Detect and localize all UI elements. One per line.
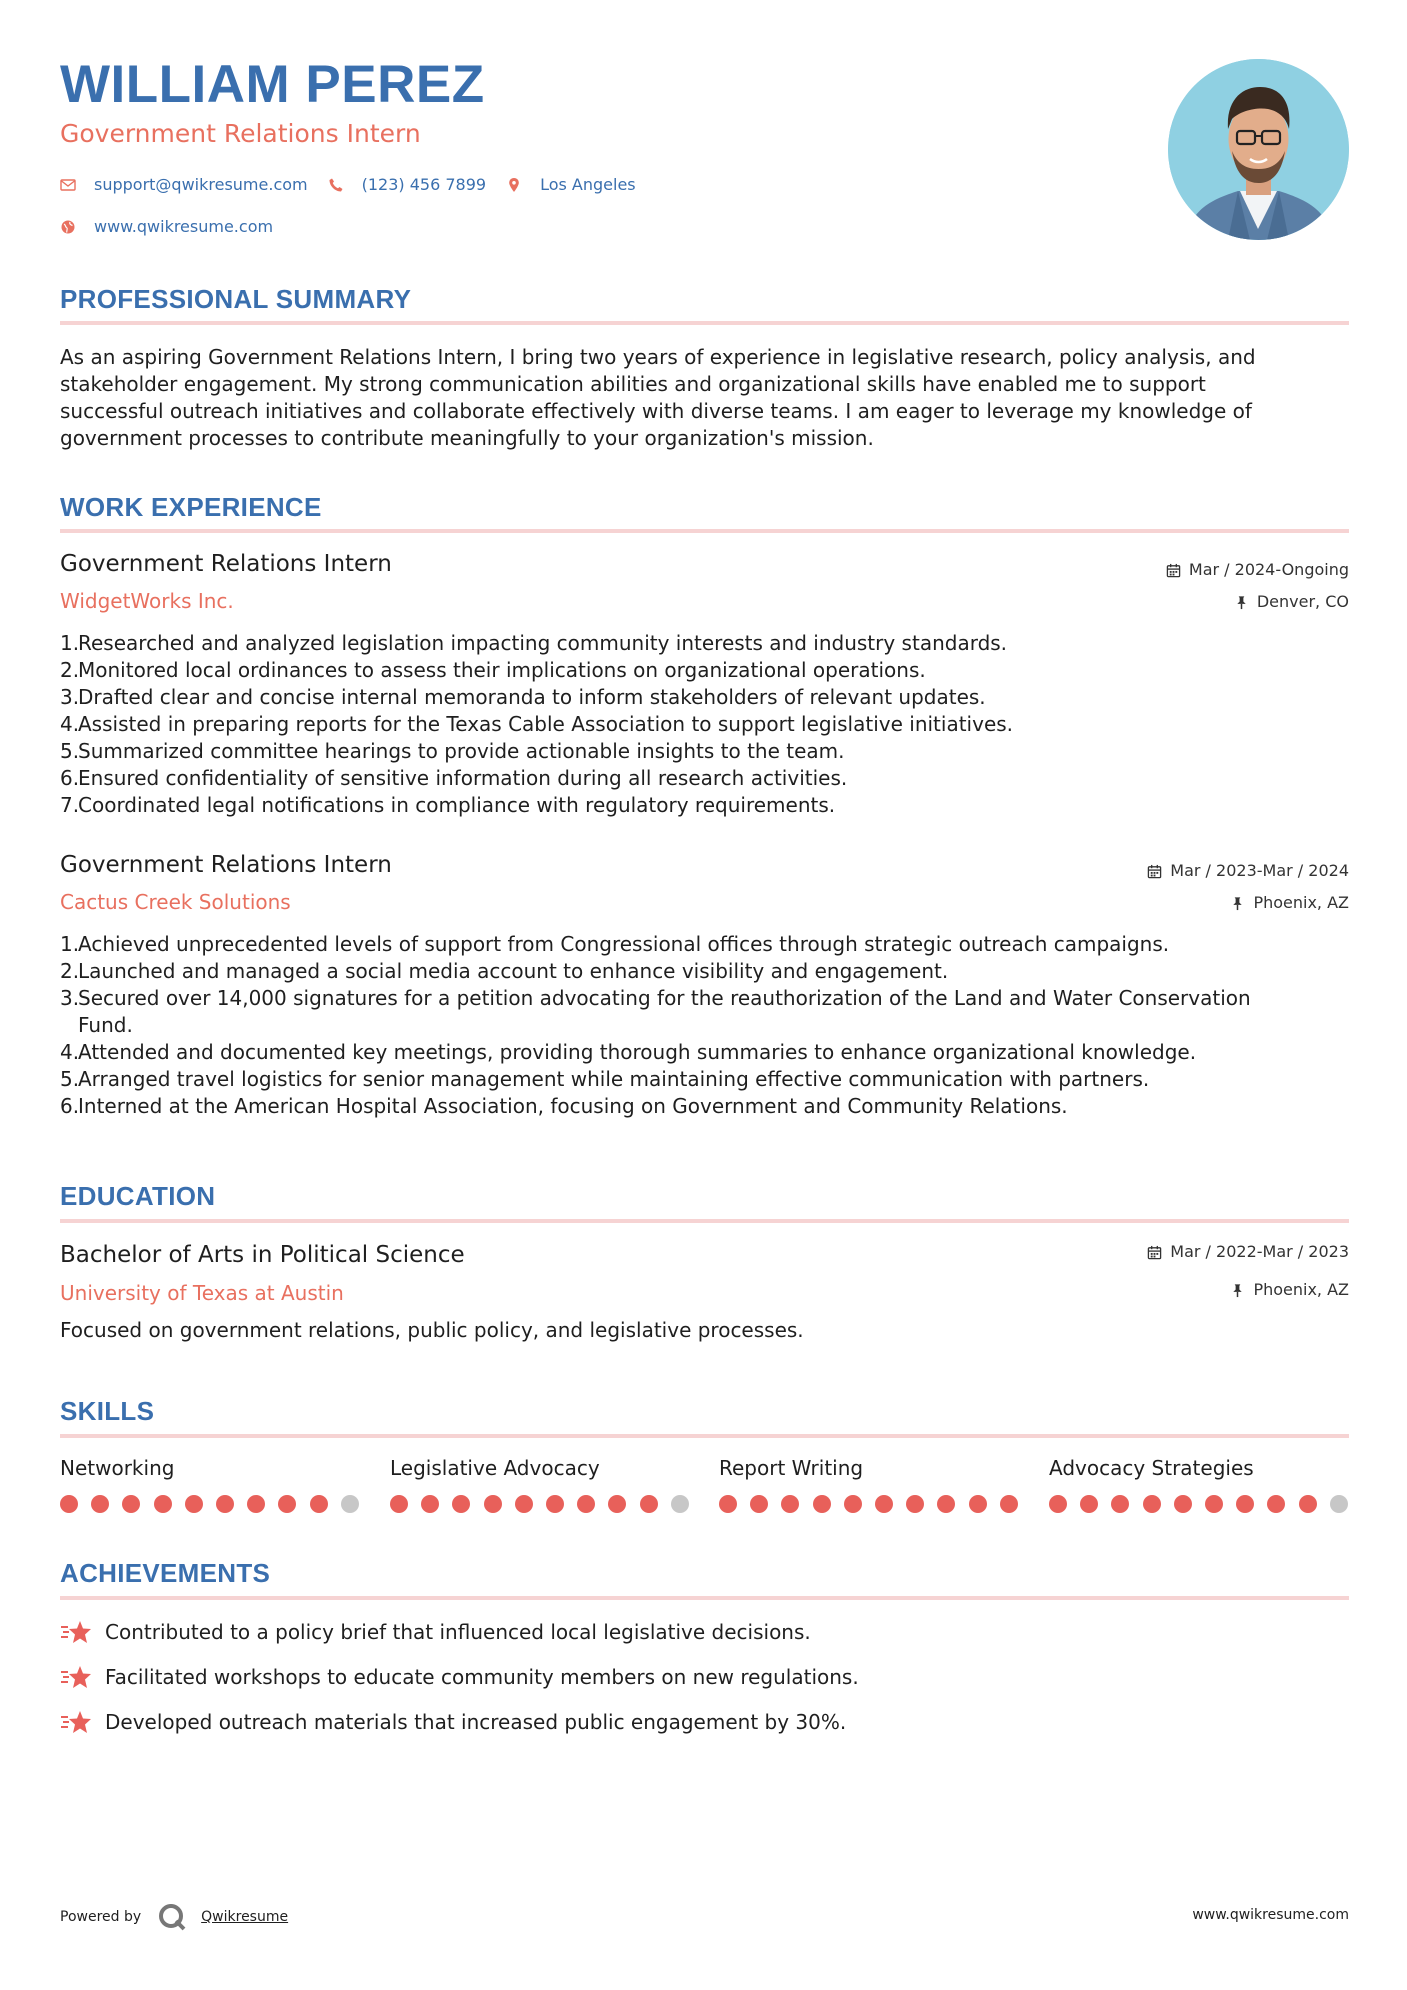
phone-item[interactable] <box>328 175 486 194</box>
rating-dot-filled <box>875 1495 893 1513</box>
education-location-text: Phoenix, AZ <box>1253 1280 1349 1299</box>
powered-by-text: Powered by <box>60 1909 142 1925</box>
summary-text <box>60 344 1350 452</box>
list-item: 3. Drafted clear and concise internal memoranda to inform stakeholders of relevant updates. <box>60 685 986 709</box>
achievement-item <box>60 1664 859 1690</box>
rating-dot-filled <box>216 1495 234 1513</box>
company-name: WidgetWorks Inc. <box>60 589 234 613</box>
envelope-icon <box>60 177 76 193</box>
education-dates-text: Mar / 2022-Mar / 2023 <box>1170 1242 1349 1261</box>
achievement-item <box>60 1709 846 1735</box>
rating-dot-filled <box>546 1495 564 1513</box>
qwikresume-logo-icon <box>157 1902 187 1932</box>
rating-dot-filled <box>310 1495 328 1513</box>
phone-text[interactable]: (123) 456 7899 <box>361 175 487 194</box>
achievement-text: Contributed to a policy brief that influenced local legislative decisions. <box>105 1620 811 1644</box>
skill-item <box>390 1458 690 1478</box>
calendar-icon <box>1147 1245 1162 1260</box>
rating-dot-filled <box>969 1495 987 1513</box>
job-dates-text: Mar / 2023-Mar / 2024 <box>1170 861 1349 880</box>
website-text[interactable]: www.qwikresume.com <box>94 217 274 236</box>
section-title-achievements: ACHIEVEMENTS <box>60 1558 271 1588</box>
list-item: 7. Coordinated legal notifications in compliance with regulatory requirements. <box>60 793 836 817</box>
rating-dot-empty <box>671 1495 689 1513</box>
section-divider <box>60 1434 1349 1438</box>
rating-dot-empty <box>341 1495 359 1513</box>
job-title: Government Relations Intern <box>60 852 392 878</box>
rating-dot-filled <box>1267 1495 1285 1513</box>
candidate-title: Government Relations Intern <box>60 119 421 148</box>
skill-rating <box>390 1495 702 1513</box>
rating-dot-filled <box>844 1495 862 1513</box>
rating-dot-filled <box>1143 1495 1161 1513</box>
rating-dot-filled <box>122 1495 140 1513</box>
achievement-item <box>60 1619 811 1645</box>
location-text: Los Angeles <box>540 175 636 194</box>
website-item[interactable] <box>60 217 273 236</box>
brand-link[interactable]: Qwikresume <box>201 1909 289 1925</box>
list-item: 4. Assisted in preparing reports for the Texas Cable Association to support legislative initiatives. <box>60 712 1014 736</box>
section-divider <box>60 1596 1349 1600</box>
list-item: 6. Ensured confidentiality of sensitive information during all research activities. <box>60 766 848 790</box>
rating-dot-filled <box>1205 1495 1223 1513</box>
achievement-text: Developed outreach materials that increased public engagement by 30%. <box>105 1710 847 1734</box>
rating-dot-filled <box>154 1495 172 1513</box>
rating-dot-filled <box>185 1495 203 1513</box>
website-row <box>60 217 293 236</box>
profile-photo <box>1168 59 1349 240</box>
section-title-skills: SKILLS <box>60 1396 155 1426</box>
rating-dot-filled <box>719 1495 737 1513</box>
rating-dot-filled <box>750 1495 768 1513</box>
rating-dot-filled <box>1080 1495 1098 1513</box>
skill-label: Report Writing <box>719 1456 864 1480</box>
avatar <box>1168 59 1349 240</box>
rating-dot-filled <box>1299 1495 1317 1513</box>
skill-rating <box>60 1495 372 1513</box>
rating-dot-filled <box>278 1495 296 1513</box>
list-item: 1. Achieved unprecedented levels of support from Congressional offices through strategic outreach campaigns. <box>60 932 1170 956</box>
calendar-icon <box>1166 563 1181 578</box>
list-item: 5. Summarized committee hearings to provide actionable insights to the team. <box>60 739 845 763</box>
school-name: University of Texas at Austin <box>60 1281 344 1305</box>
pushpin-icon <box>1234 595 1249 610</box>
skill-rating <box>719 1495 1031 1513</box>
rating-dot-filled <box>247 1495 265 1513</box>
summary-line: government processes to contribute meaningfully to your organization's mission. <box>60 426 874 450</box>
phone-icon <box>328 177 344 193</box>
job-dates-text: Mar / 2024-Ongoing <box>1188 560 1349 579</box>
section-title-experience: WORK EXPERIENCE <box>60 492 322 522</box>
rating-dot-filled <box>91 1495 109 1513</box>
job-title: Government Relations Intern <box>60 551 392 577</box>
star-icon <box>60 1709 92 1735</box>
list-item: 2. Monitored local ordinances to assess their implications on organizational operations. <box>60 658 926 682</box>
skill-label: Advocacy Strategies <box>1049 1456 1254 1480</box>
summary-line: As an aspiring Government Relations Intern, I bring two years of experience in legislative research, policy analysis, and <box>60 345 1256 369</box>
rating-dot-filled <box>1049 1495 1067 1513</box>
rating-dot-filled <box>906 1495 924 1513</box>
rating-dot-filled <box>390 1495 408 1513</box>
rating-dot-filled <box>781 1495 799 1513</box>
list-item: 1. Researched and analyzed legislation impacting community interests and industry standards. <box>60 631 1008 655</box>
rating-dot-filled <box>1236 1495 1254 1513</box>
globe-icon <box>60 219 76 235</box>
rating-dot-filled <box>608 1495 626 1513</box>
rating-dot-filled <box>640 1495 658 1513</box>
job-location <box>1230 895 1349 911</box>
calendar-icon <box>1147 864 1162 879</box>
skill-rating <box>1049 1495 1361 1513</box>
rating-dot-filled <box>452 1495 470 1513</box>
list-item: 6. Interned at the American Hospital Association, focusing on Government and Community Relations. <box>60 1094 1068 1118</box>
contact-row <box>60 175 656 194</box>
rating-dot-filled <box>577 1495 595 1513</box>
job-location-text: Denver, CO <box>1256 592 1349 611</box>
degree-title: Bachelor of Arts in Political Science <box>60 1242 465 1268</box>
job-location <box>1234 594 1349 610</box>
job-dates <box>1147 863 1349 879</box>
job-location-text: Phoenix, AZ <box>1253 893 1349 912</box>
section-title-summary: PROFESSIONAL SUMMARY <box>60 284 412 314</box>
location-item <box>506 175 636 194</box>
pushpin-icon <box>1230 896 1245 911</box>
rating-dot-filled <box>421 1495 439 1513</box>
rating-dot-filled <box>1111 1495 1129 1513</box>
job-bullets <box>60 931 1350 1120</box>
footer-site[interactable]: www.qwikresume.com <box>1192 1907 1349 1923</box>
section-divider <box>60 321 1349 325</box>
list-item: 2. Launched and managed a social media account to enhance visibility and engagement. <box>60 959 949 983</box>
rating-dot-filled <box>1174 1495 1192 1513</box>
education-description: Focused on government relations, public policy, and legislative processes. <box>60 1318 804 1342</box>
list-item: 3. Secured over 14,000 signatures for a petition advocating for the reauthorization of the Land and Water Conservation <box>60 986 1251 1010</box>
rating-dot-filled <box>937 1495 955 1513</box>
email-text[interactable]: support@qwikresume.com <box>94 175 308 194</box>
map-pin-icon <box>506 177 522 193</box>
list-item: 4. Attended and documented key meetings, providing thorough summaries to enhance organizational knowledge. <box>60 1040 1197 1064</box>
list-item: Fund. <box>78 1013 133 1037</box>
candidate-name: WILLIAM PEREZ <box>60 55 485 114</box>
star-icon <box>60 1664 92 1690</box>
job-bullets <box>60 630 1350 819</box>
list-item: 5. Arranged travel logistics for senior management while maintaining effective communication with partners. <box>60 1067 1150 1091</box>
section-title-education: EDUCATION <box>60 1181 216 1211</box>
footer-powered-by <box>60 1902 288 1932</box>
email-item[interactable] <box>60 175 308 194</box>
rating-dot-filled <box>515 1495 533 1513</box>
skill-item <box>1049 1458 1349 1478</box>
skill-item <box>719 1458 1019 1478</box>
skill-item <box>60 1458 360 1478</box>
section-divider <box>60 1219 1349 1223</box>
achievement-text: Facilitated workshops to educate community members on new regulations. <box>105 1665 859 1689</box>
summary-line: successful outreach initiatives and collaborate effectively with diverse teams. I am eager to leverage my knowledge of <box>60 399 1252 423</box>
education-location <box>1230 1282 1349 1298</box>
rating-dot-filled <box>1000 1495 1018 1513</box>
company-name: Cactus Creek Solutions <box>60 890 291 914</box>
skill-label: Legislative Advocacy <box>390 1456 600 1480</box>
summary-line: stakeholder engagement. My strong communication abilities and organizational skills have enabled me to support <box>60 372 1206 396</box>
rating-dot-empty <box>1330 1495 1348 1513</box>
rating-dot-filled <box>60 1495 78 1513</box>
section-divider <box>60 529 1349 533</box>
job-dates <box>1166 562 1349 578</box>
star-icon <box>60 1619 92 1645</box>
pushpin-icon <box>1230 1283 1245 1298</box>
rating-dot-filled <box>813 1495 831 1513</box>
skill-label: Networking <box>60 1456 175 1480</box>
rating-dot-filled <box>484 1495 502 1513</box>
education-dates <box>1147 1244 1349 1260</box>
